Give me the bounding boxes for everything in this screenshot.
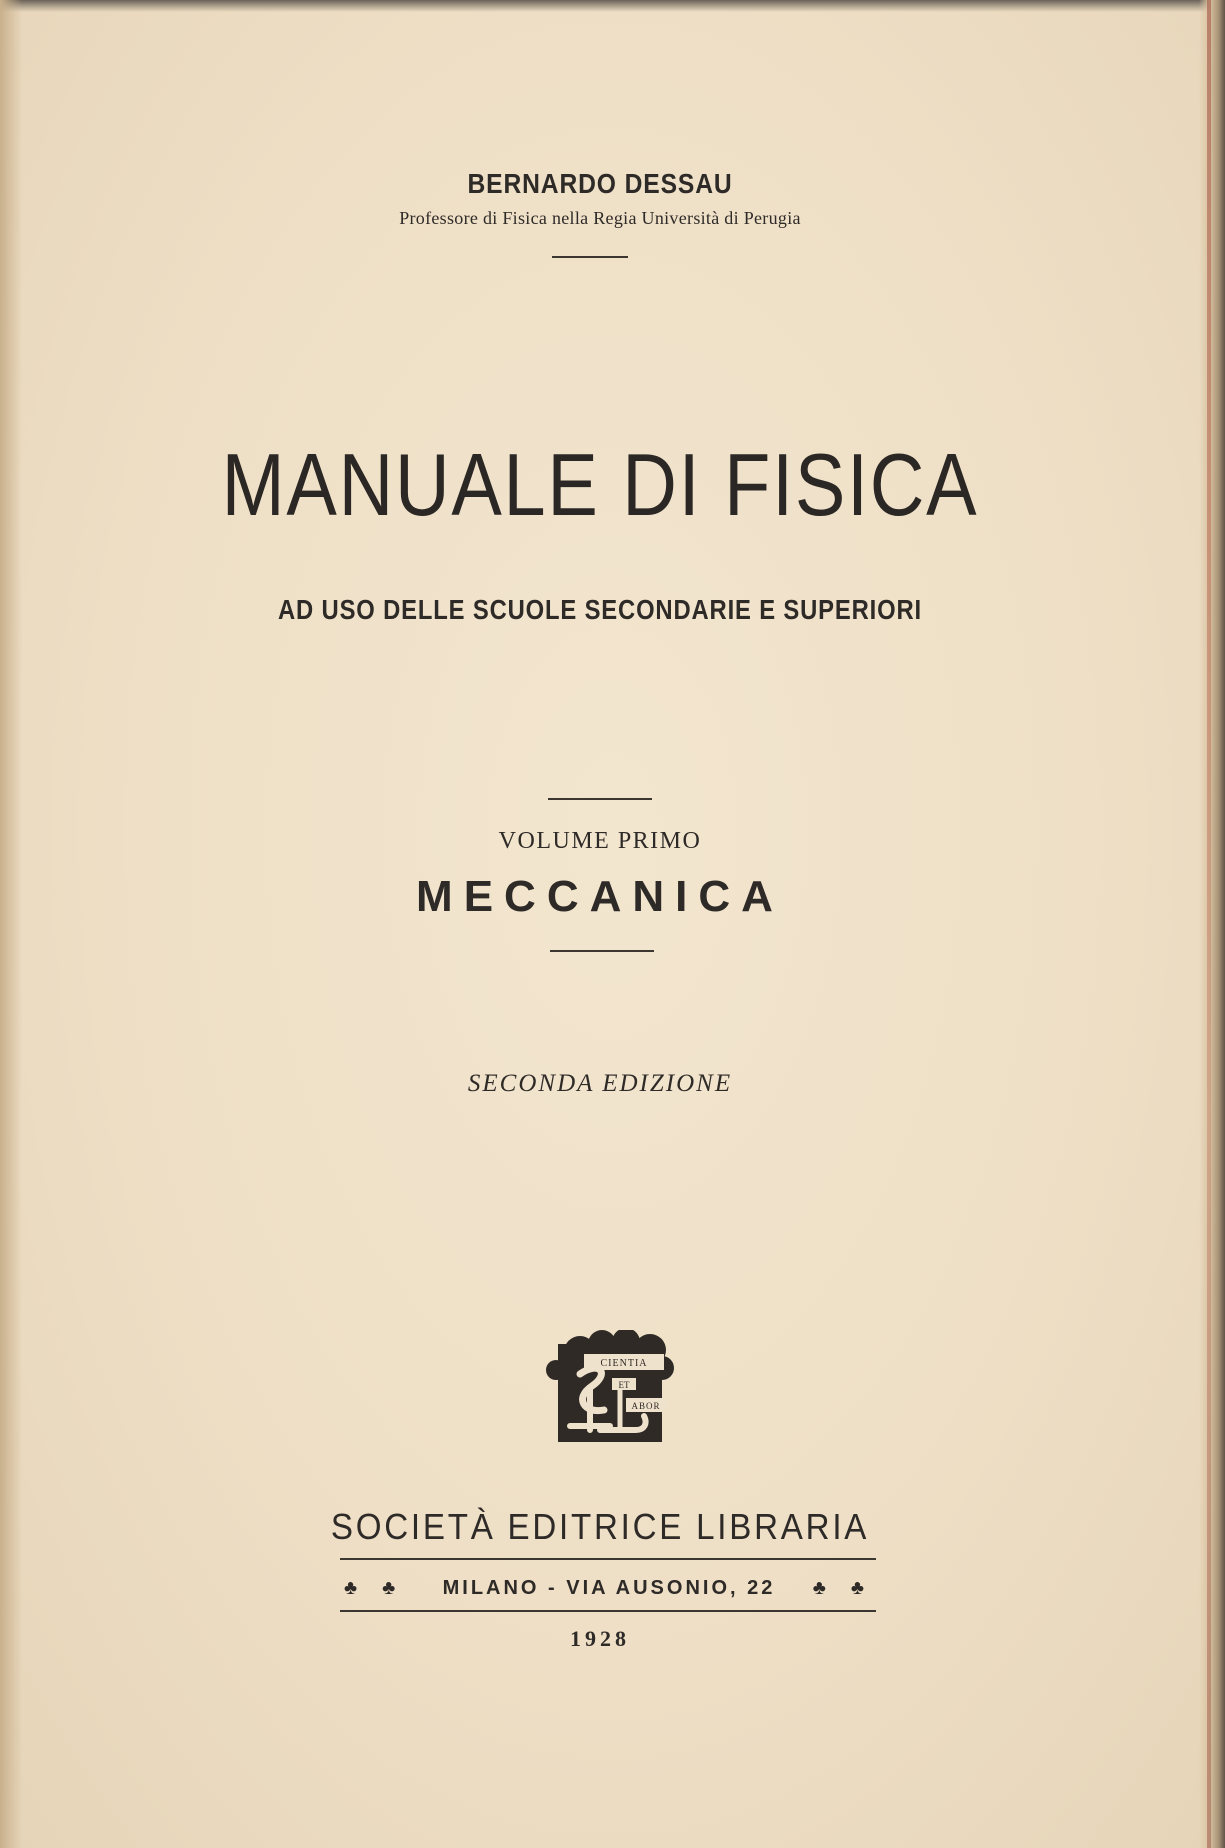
publisher-mark-icon	[540, 1330, 680, 1450]
publisher-rule-bottom	[340, 1610, 876, 1612]
publisher-address-row	[344, 1568, 874, 1608]
publisher-rule-top	[340, 1558, 876, 1560]
page-top-edge	[0, 0, 1225, 12]
publisher-address: MILANO - VIA AUSONIO, 22	[442, 1576, 776, 1599]
volume-label: VOLUME PRIMO	[498, 828, 702, 854]
divider-rule-top	[552, 256, 628, 258]
binding-edge	[1207, 0, 1211, 1848]
page-right-edge	[1199, 0, 1225, 1848]
book-title: MANUALE DI FISICA	[221, 435, 979, 534]
publication-year: 1928	[570, 1626, 630, 1651]
clover-ornament-right-icon: ♣ ♣	[812, 1576, 874, 1599]
edition-label: SECONDA EDIZIONE	[467, 1070, 733, 1097]
mark-motto-bottom: ABOR	[631, 1401, 661, 1411]
page-left-edge	[0, 0, 22, 1848]
publisher-name: SOCIETÀ EDITRICE LIBRARIA	[330, 1506, 870, 1547]
mark-motto-top: CIENTIA	[600, 1358, 648, 1369]
author-name: BERNARDO DESSAU	[467, 168, 733, 199]
book-subtitle: AD USO DELLE SCUOLE SECONDARIE E SUPERIORI	[277, 594, 922, 625]
divider-rule-volume-bottom	[550, 950, 654, 952]
divider-rule-volume-top	[548, 798, 652, 800]
author-affiliation: Professore di Fisica nella Regia Università di Perugia	[399, 208, 801, 228]
mark-motto-middle: ET	[618, 1380, 630, 1390]
clover-ornament-left-icon: ♣ ♣	[344, 1576, 406, 1599]
volume-subject: MECCANICA	[416, 872, 784, 921]
